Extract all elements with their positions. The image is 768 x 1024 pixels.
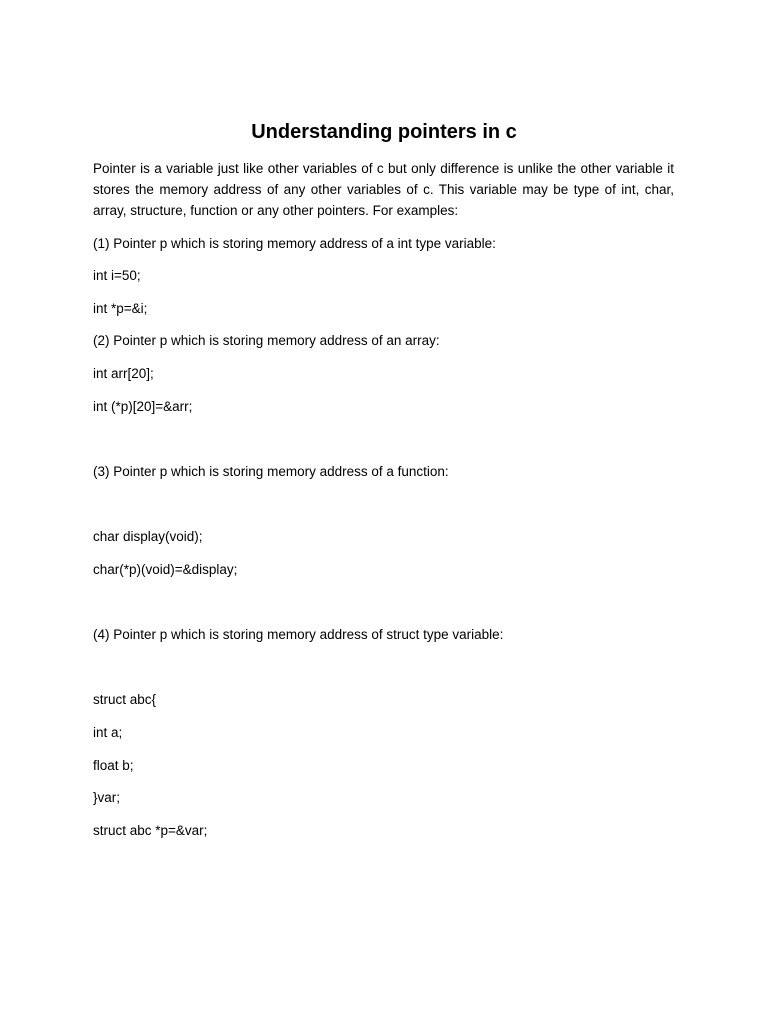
code-line: char(*p)(void)=&display; — [93, 562, 238, 577]
example-3-heading: (3) Pointer p which is storing memory address of a function: — [93, 464, 449, 479]
code-line: int arr[20]; — [93, 366, 154, 381]
code-line: char display(void); — [93, 529, 203, 544]
code-line: struct abc *p=&var; — [93, 823, 208, 838]
code-line: int i=50; — [93, 268, 141, 283]
document-title: Understanding pointers in c — [251, 121, 517, 143]
code-line: }var; — [93, 790, 121, 805]
example-1-heading: (1) Pointer p which is storing memory address of a int type variable: — [93, 236, 496, 251]
example-2-heading: (2) Pointer p which is storing memory address of an array: — [93, 333, 440, 348]
code-line: int *p=&i; — [93, 301, 148, 316]
code-line: int a; — [93, 725, 123, 740]
intro-paragraph: Pointer is a variable just like other variables of c but only difference is unlike the other variable it stores the memory address of any other variables of c. This variable may be type of int, char, array, structure, function or any other pointers. For examples: — [93, 161, 674, 218]
code-line: int (*p)[20]=&arr; — [93, 399, 193, 414]
code-line: float b; — [93, 758, 134, 773]
code-line: struct abc{ — [93, 692, 157, 707]
example-4-heading: (4) Pointer p which is storing memory address of struct type variable: — [93, 627, 504, 642]
